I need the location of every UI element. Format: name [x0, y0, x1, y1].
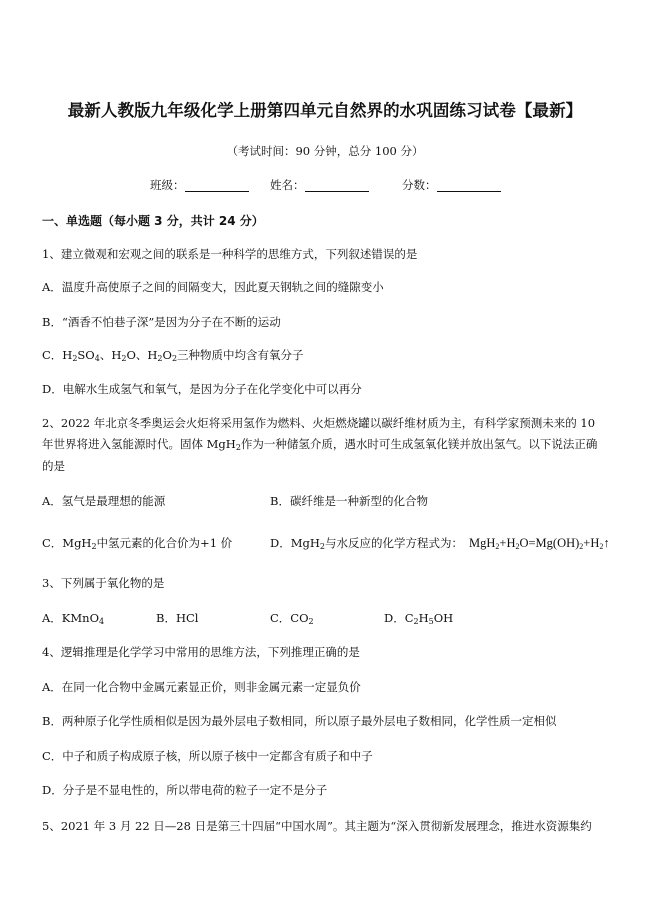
- q1-c-text: 三种物质中均含有氧分子: [177, 348, 304, 362]
- q2-d-text: D．MgH: [270, 536, 320, 550]
- q1-option-b[interactable]: B．“酒香不怕巷子深”是因为分子在不断的运动: [42, 315, 281, 329]
- q2-c-text: C．MgH: [42, 536, 92, 550]
- q1-c-sub: 2: [121, 354, 127, 363]
- score-label: 分数：: [402, 178, 437, 192]
- q2-d-sub: 2: [319, 542, 325, 551]
- q2-text: 作为一种储氢介质，遇水时可生成氢氧化镁并放出氢气。以下说法正确: [240, 437, 598, 451]
- q4-option-c[interactable]: C．中子和质子构成原子核，所以原子核中一定都含有质子和中子: [42, 749, 373, 763]
- q4-option-b[interactable]: B．两种原子化学性质相似是因为最外层电子数相同，所以原子最外层电子数相同，化学性质一定相似: [42, 714, 557, 728]
- score-blank[interactable]: [437, 191, 501, 192]
- q3-d-sub: 2: [413, 617, 419, 626]
- score-field[interactable]: [402, 177, 501, 193]
- q1-option-d[interactable]: D．电解水生成氢气和氧气，是因为分子在化学变化中可以再分: [42, 382, 362, 396]
- q3-stem: 3、下列属于氧化物的是: [42, 576, 165, 590]
- q2-c-sub: 2: [91, 542, 97, 551]
- q3-d-text: H: [418, 611, 429, 625]
- q1-stem: 1、建立微观和宏观之间的联系是一种科学的思维方式，下列叙述错误的是: [42, 247, 418, 261]
- q3-c-sub: 2: [308, 617, 314, 626]
- q5-stem: 5、2021 年 3 月 22 日—28 日是第三十四届“中国水周”。其主题为“深入贯彻新发展理念，推进水资源集约: [42, 819, 592, 833]
- q1-c-sub: 2: [157, 354, 163, 363]
- name-field[interactable]: [270, 177, 369, 193]
- q3-d-text: OH: [433, 611, 454, 625]
- q1-c-sub: 2: [72, 354, 78, 363]
- q2-option-c[interactable]: [42, 535, 232, 551]
- q2-stem-line2: [42, 436, 597, 452]
- q2-d-text: 与水反应的化学方程式为：: [324, 536, 463, 550]
- q3-c-text: C．CO: [270, 611, 309, 625]
- q3-option-a[interactable]: [42, 610, 104, 626]
- q3-d-sub: 5: [428, 617, 434, 626]
- class-label: 班级：: [150, 178, 185, 192]
- q2-c-text: 中氢元素的化合价为+1 价: [96, 536, 233, 550]
- q4-option-a[interactable]: A．在同一化合物中金属元素显正价，则非金属元素一定显负价: [42, 680, 361, 694]
- q2-stem-line1: 2、2022 年北京冬季奥运会火炬将采用氢作为燃料、火炬燃烧罐以碳纤维材质为主，有科学家预测未来的 10: [42, 416, 596, 430]
- section-heading: 一、单选题（每小题 3 分，共计 24 分）: [42, 214, 264, 228]
- q2-option-d[interactable]: [270, 535, 610, 551]
- q4-option-d[interactable]: D．分子是不显电性的，所以带电荷的粒子一定不是分子: [42, 783, 328, 797]
- q3-option-b[interactable]: B．HCl: [156, 611, 199, 625]
- q2-text: 年世界将进入氢能源时代。固体 MgH: [42, 437, 236, 451]
- name-blank[interactable]: [305, 191, 369, 192]
- q1-c-text: O、H: [126, 348, 158, 362]
- q1-option-a[interactable]: A．温度升高使原子之间的间隔变大，因此夏天钢轨之间的缝隙变小: [42, 280, 384, 294]
- q1-c-text: SO: [77, 348, 95, 362]
- name-label: 姓名：: [270, 178, 305, 192]
- q2-option-a[interactable]: A．氢气是最理想的能源: [42, 494, 166, 508]
- q2-sub: 2: [235, 443, 241, 452]
- q1-c-sub: 4: [94, 354, 100, 363]
- q2-stem-line3: 的是: [42, 459, 65, 473]
- q3-a-text: A．KMnO: [42, 611, 100, 625]
- q3-option-c[interactable]: [270, 610, 314, 626]
- q1-c-sub: 2: [171, 354, 178, 363]
- chemical-equation: $MgH_2+H_2O=Mg(OH)_2+H_2↑$: [468, 536, 610, 551]
- exam-subtitle: （考试时间：90 分钟，总分 100 分）: [226, 144, 424, 158]
- exam-title: 最新人教版九年级化学上册第四单元自然界的水巩固练习试卷【最新】: [67, 101, 583, 120]
- q3-option-d[interactable]: [384, 610, 453, 626]
- q3-a-sub: 4: [99, 617, 105, 626]
- q4-stem: 4、逻辑推理是化学学习中常用的思维方法，下列推理正确的是: [42, 645, 360, 659]
- class-blank[interactable]: [185, 191, 249, 192]
- class-field[interactable]: [150, 177, 249, 193]
- q2-option-b[interactable]: B．碳纤维是一种新型的化合物: [270, 494, 428, 508]
- q1-c-text: C．H: [42, 348, 73, 362]
- q1-c-text: O: [162, 348, 172, 362]
- q1-c-text: 、H: [99, 348, 122, 362]
- q3-d-text: D．C: [384, 611, 414, 625]
- q1-option-c[interactable]: [42, 347, 304, 363]
